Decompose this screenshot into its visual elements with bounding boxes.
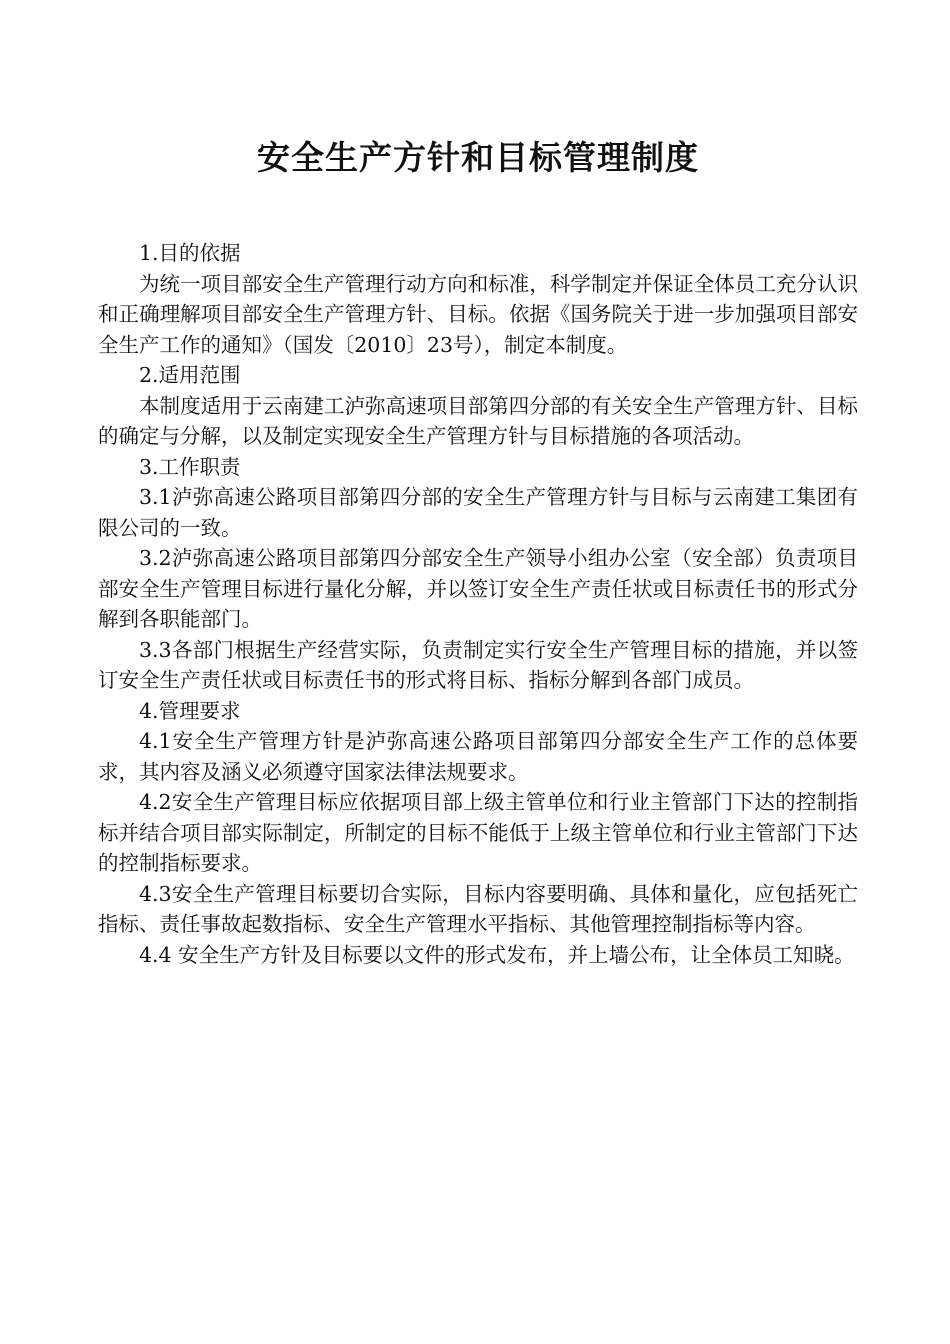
paragraph-purpose: 为统一项目部安全生产管理行动方向和标准，科学制定并保证全体员工充分认识和正确理解项目部安全生产管理方针、目标。依据《国务院关于进一步加强项目部安全生产工作的通知》（国发〔2010〕23号），制定本制度。	[98, 271, 858, 357]
section-heading-duties: 3.工作职责	[139, 454, 241, 479]
paragraph-requirement-4-3: 4.3安全生产管理目标要切合实际，目标内容要明确、具体和量化，应包括死亡指标、责任事故起数指标、安全生产管理水平指标、其他管理控制指标等内容。	[98, 881, 858, 936]
paragraph-scope: 本制度适用于云南建工泸弥高速项目部第四分部的有关安全生产管理方针、目标的确定与分解，以及制定实现安全生产管理方针与目标措施的各项活动。	[98, 393, 858, 448]
document-title: 安全生产方针和目标管理制度	[257, 138, 699, 177]
document-body	[98, 238, 858, 970]
paragraph-duty-3-3: 3.3各部门根据生产经营实际，负责制定实行安全生产管理目标的措施，并以签订安全生产责任状或目标责任书的形式将目标、指标分解到各部门成员。	[98, 637, 858, 692]
section-heading-purpose: 1.目的依据	[139, 241, 241, 265]
section-heading-requirements: 4.管理要求	[139, 698, 241, 723]
paragraph-duty-3-2: 3.2泸弥高速公路项目部第四分部安全生产领导小组办公室（安全部）负责项目部安全生产管理目标进行量化分解，并以签订安全生产责任状或目标责任书的形式分解到各职能部门。	[98, 546, 858, 631]
paragraph-duty-3-1: 3.1泸弥高速公路项目部第四分部的安全生产管理方针与目标与云南建工集团有限公司的一致。	[98, 485, 858, 540]
paragraph-requirement-4-1: 4.1安全生产管理方针是泸弥高速公路项目部第四分部安全生产工作的总体要求，其内容及涵义必须遵守国家法律法规要求。	[98, 729, 858, 784]
paragraph-requirement-4-4: 4.4 安全生产方针及目标要以文件的形式发布，并上墙公布，让全体员工知晓。	[139, 942, 855, 967]
paragraph-requirement-4-2: 4.2安全生产管理目标应依据项目部上级主管单位和行业主管部门下达的控制指标并结合项目部实际制定，所制定的目标不能低于上级主管单位和行业主管部门下达的控制指标要求。	[98, 790, 858, 875]
section-heading-scope: 2.适用范围	[139, 363, 241, 387]
document-page	[98, 128, 858, 970]
